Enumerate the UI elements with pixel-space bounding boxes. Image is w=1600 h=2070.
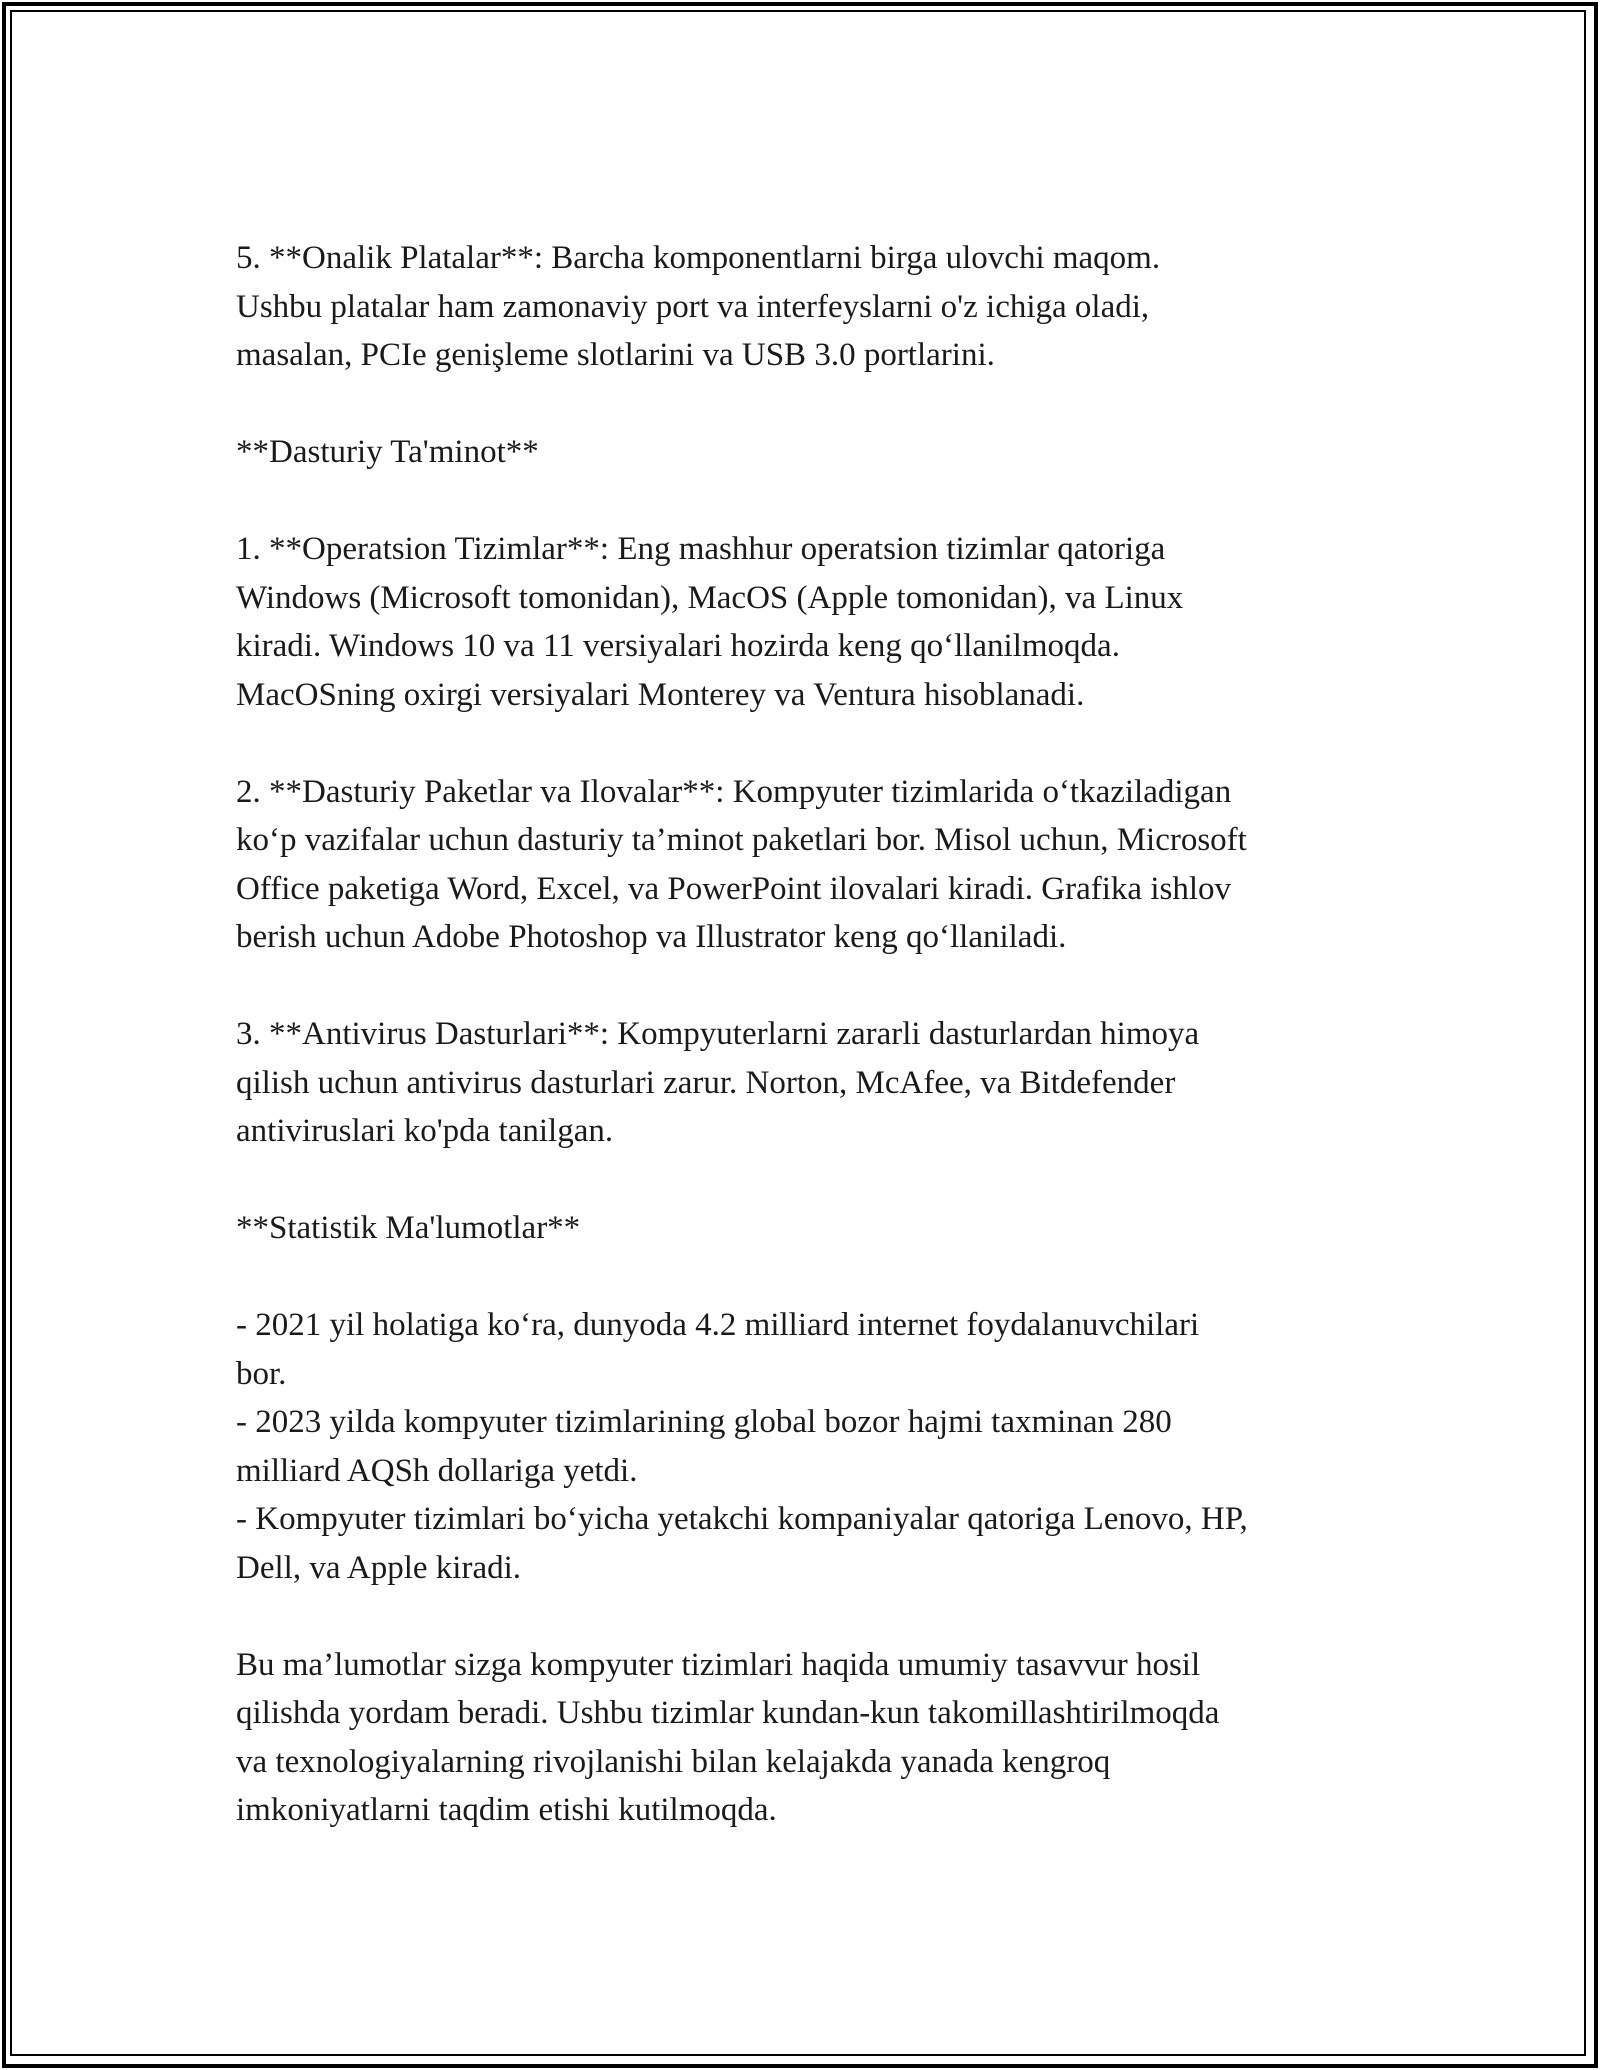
paragraph-operatsion-tizimlar — [236, 525, 1376, 719]
heading-statistik-malumotlar — [236, 1204, 1376, 1253]
paragraph-antivirus-dasturlari — [236, 1010, 1376, 1156]
text-line: Office paketiga Word, Excel, va PowerPoint ilovalari kiradi. Grafika ishlov — [236, 870, 1232, 907]
paragraph-conclusion — [236, 1641, 1376, 1835]
list-item-line: - Kompyuter tizimlari bo‘yicha yetakchi kompaniyalar qatoriga Lenovo, HP, — [236, 1501, 1248, 1537]
text-line: ko‘p vazifalar uchun dasturiy ta’minot paketlari bor. Misol uchun, Microsoft — [236, 822, 1247, 858]
text-line: qilish uchun antivirus dasturlari zarur. Norton, McAfee, va Bitdefender — [236, 1064, 1176, 1101]
text-line: 3. **Antivirus Dasturlari**: Kompyuterlarni zararli dasturlardan himoya — [236, 1016, 1200, 1052]
text-line: antiviruslari ko'pda tanilgan. — [236, 1113, 614, 1149]
list-statistics — [236, 1301, 1376, 1592]
list-item-line: - 2021 yil holatiga ko‘ra, dunyoda 4.2 milliard internet foydalanuvchilari — [236, 1307, 1200, 1343]
text-line: qilishda yordam beradi. Ushbu tizimlar kundan-kun takomillashtirilmoqda — [236, 1695, 1220, 1731]
text-line: 2. **Dasturiy Paketlar va Ilovalar**: Kompyuter tizimlarida o‘tkaziladigan — [236, 773, 1232, 810]
text-line: berish uchun Adobe Photoshop va Illustrator keng qo‘llaniladi. — [236, 919, 1067, 955]
heading-text: **Statistik Ma'lumotlar** — [236, 1210, 581, 1246]
text-line: va texnologiyalarning rivojlanishi bilan kelajakda yanada kengroq — [236, 1743, 1111, 1780]
document-body — [236, 234, 1376, 1883]
heading-text: **Dasturiy Ta'minot** — [236, 434, 539, 470]
text-line: kiradi. Windows 10 va 11 versiyalari hozirda keng qo‘llanilmoqda. — [236, 628, 1120, 664]
list-item-line: - 2023 yilda kompyuter tizimlarining global bozor hajmi taxminan 280 — [236, 1404, 1172, 1440]
text-line: 5. **Onalik Platalar**: Barcha komponentlarni birga ulovchi maqom. — [236, 240, 1161, 276]
paragraph-onalik-platalar — [236, 234, 1376, 380]
text-line: Ushbu platalar ham zamonaviy port va interfeyslarni o'z ichiga oladi, — [236, 288, 1150, 325]
text-line: masalan, PCIe genişleme slotlarini va USB 3.0 portlarini. — [236, 337, 995, 373]
paragraph-dasturiy-paketlar — [236, 768, 1376, 962]
text-line: imkoniyatlarni taqdim etishi kutilmoqda. — [236, 1792, 777, 1828]
text-line: 1. **Operatsion Tizimlar**: Eng mashhur operatsion tizimlar qatoriga — [236, 531, 1166, 567]
list-item-line: bor. — [236, 1355, 287, 1392]
list-item-line: Dell, va Apple kiradi. — [236, 1549, 522, 1586]
text-line: Bu ma’lumotlar sizga kompyuter tizimlari haqida umumiy tasavvur hosil — [236, 1646, 1201, 1683]
list-item-line: milliard AQSh dollariga yetdi. — [236, 1452, 638, 1489]
text-line: MacOSning oxirgi versiyalari Monterey va Ventura hisoblanadi. — [236, 676, 1085, 713]
text-line: Windows (Microsoft tomonidan), MacOS (Apple tomonidan), va Linux — [236, 579, 1184, 616]
heading-dasturiy-taminot — [236, 428, 1376, 477]
